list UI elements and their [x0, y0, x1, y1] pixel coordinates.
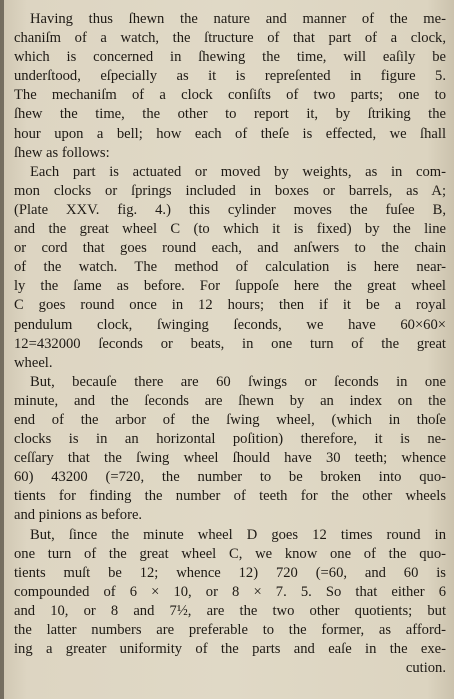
text-line: mon clocks or ſprings included in boxes or barrels, as A;	[14, 182, 446, 199]
text-line: But, ſince the minute wheel D goes 12 times round in	[30, 526, 446, 543]
text-line: ſhew as follows:	[14, 144, 110, 161]
text-line: ſhew the time, the other to report it, by ſtriking the	[14, 106, 446, 123]
text-line: hour upon a bell; how each of theſe is effected, we ſhall	[14, 125, 446, 142]
text-line: pendulum clock, ſwinging ſeconds, we have 60×60×	[14, 316, 446, 333]
text-line: and 10, or 8 and 7½, are the two other quotients; but	[14, 602, 446, 619]
text-line: cution.	[405, 660, 446, 677]
paragraph-1	[14, 10, 446, 163]
text-line: C goes round once in 12 hours; then if it be a royal	[14, 297, 446, 314]
text-line: ing a greater uniformity of the parts and eaſe in the exe-	[14, 641, 446, 658]
text-line: clocks is in an horizontal poſition) therefore, it is ne-	[14, 431, 446, 448]
text-column	[14, 10, 446, 678]
text-line: of the watch. The method of calculation is here near-	[14, 259, 446, 276]
text-line: tients for finding the number of teeth for the other wheels	[14, 488, 446, 505]
text-line: tients muſt be 12; whence 12) 720 (=60, and 60 is	[14, 564, 446, 581]
text-line: 12=432000 ſeconds or beats, in one turn of the great	[14, 335, 446, 352]
text-line: 60) 43200 (=720, the number to be broken into quo-	[14, 469, 446, 486]
text-line: ly the ſame as before. For ſuppoſe here the great wheel	[14, 278, 446, 295]
text-line: or cord that goes round each, and anſwers to the chain	[14, 240, 446, 257]
text-line: end of the arbor of the ſwing wheel, (which in thoſe	[14, 411, 446, 428]
text-line: the latter numbers are preferable to the former, as afford-	[14, 622, 446, 638]
text-line: (Plate XXV. fig. 4.) this cylinder moves the fuſee B,	[14, 201, 446, 218]
text-line: one turn of the great wheel C, we know one of the quo-	[14, 545, 446, 562]
text-line: ceſſary that the ſwing wheel ſhould have 30 teeth; whence	[14, 450, 446, 467]
text-line: minute, and the ſeconds are ſhewn by an index on the	[14, 392, 446, 409]
text-line: and the great wheel C (to which it is fixed) by the line	[14, 221, 446, 238]
text-line: underſtood, eſpecially as it is repreſented in figure 5.	[14, 68, 446, 85]
text-line: chaniſm of a watch, the ſtructure of that part of a clock,	[14, 30, 446, 47]
text-line: But, becauſe there are 60 ſwings or ſeconds in one	[30, 373, 446, 390]
paragraph-4	[14, 526, 446, 679]
paragraph-3	[14, 373, 446, 526]
text-line: Having thus ſhewn the nature and manner of the me-	[30, 11, 446, 27]
paragraph-2	[14, 163, 446, 373]
text-line: wheel.	[14, 354, 53, 371]
text-line: compounded of 6 × 10, or 8 × 7. 5. So that either 6	[14, 583, 446, 600]
text-line: Each part is actuated or moved by weights, as in com-	[30, 163, 446, 180]
text-line: which is concerned in ſhewing the time, will eaſily be	[14, 49, 446, 66]
text-line: and pinions as before.	[14, 507, 143, 524]
text-line: The mechaniſm of a clock conſiſts of two parts; one to	[14, 87, 446, 104]
